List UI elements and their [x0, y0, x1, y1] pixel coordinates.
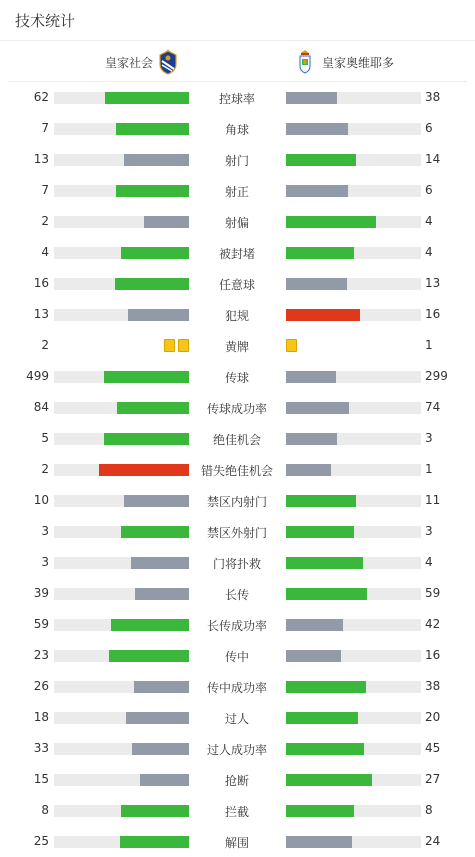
stat-row — [0, 640, 475, 671]
away-bar-track — [286, 650, 421, 662]
home-bar-fill — [117, 402, 189, 414]
stat-label: 角球 — [224, 123, 249, 137]
page-title — [0, 0, 475, 41]
home-bar-fill — [126, 712, 189, 724]
away-bar-track — [286, 681, 421, 693]
home-bar-track — [54, 278, 189, 290]
home-value: 18 — [33, 710, 49, 724]
away-bar-track — [286, 433, 421, 445]
home-value: 62 — [33, 90, 49, 104]
stat-row — [0, 516, 475, 547]
away-team[interactable] — [294, 49, 394, 75]
stat-label: 过人 — [224, 712, 249, 726]
away-bar-fill — [286, 154, 356, 166]
home-bar-track — [54, 371, 189, 383]
away-value: 3 — [425, 431, 433, 445]
home-value: 10 — [33, 493, 49, 507]
stat-row — [0, 702, 475, 733]
stat-row — [0, 547, 475, 578]
away-value: 74 — [425, 400, 441, 414]
home-team-name: 皇家社会 — [104, 55, 153, 70]
home-value: 2 — [41, 338, 49, 352]
away-value: 45 — [425, 741, 441, 755]
home-bar-track — [54, 712, 189, 724]
home-bar-track — [54, 154, 189, 166]
home-bar-track — [54, 619, 189, 631]
home-bar-fill — [104, 371, 189, 383]
away-bar-fill — [286, 805, 354, 817]
stat-row — [0, 299, 475, 330]
home-bar-fill — [131, 557, 189, 569]
stat-row — [0, 237, 475, 268]
home-bar-fill — [116, 185, 189, 197]
home-bar-track — [54, 464, 189, 476]
stat-label: 传球 — [224, 371, 249, 385]
stat-label: 控球率 — [218, 92, 255, 106]
home-value: 33 — [33, 741, 49, 755]
home-bar-track — [54, 309, 189, 321]
away-value: 11 — [425, 493, 441, 507]
away-bar-fill — [286, 588, 367, 600]
away-bar-fill — [286, 557, 363, 569]
home-value: 25 — [33, 834, 49, 848]
stat-row — [0, 826, 475, 857]
away-bar-track — [286, 743, 421, 755]
away-bar-fill — [286, 619, 343, 631]
home-value: 2 — [41, 462, 49, 476]
home-bar-track — [54, 774, 189, 786]
away-bar-fill — [286, 309, 360, 321]
away-bar-track — [286, 774, 421, 786]
home-bar-fill — [144, 216, 189, 228]
home-bar-fill — [116, 123, 189, 135]
stat-row — [0, 578, 475, 609]
yellow-card-icon — [164, 339, 175, 352]
away-value: 38 — [425, 90, 441, 104]
away-bar-track — [286, 836, 421, 848]
stat-row — [0, 361, 475, 392]
stat-row — [0, 764, 475, 795]
stat-label: 射正 — [224, 185, 249, 199]
home-bar-track — [54, 681, 189, 693]
home-bar-fill — [111, 619, 189, 631]
away-value: 16 — [425, 307, 441, 321]
stat-row — [0, 485, 475, 516]
away-bar-fill — [286, 247, 354, 259]
home-bar-fill — [105, 92, 189, 104]
away-bar-fill — [286, 278, 347, 290]
away-bar-fill — [286, 464, 331, 476]
stat-label: 黄牌 — [224, 340, 249, 354]
stat-label: 门将扑救 — [212, 557, 261, 571]
away-bar-fill — [286, 371, 336, 383]
home-value: 499 — [26, 369, 49, 383]
home-bar-fill — [135, 588, 189, 600]
away-bar-track — [286, 216, 421, 228]
home-value: 7 — [41, 121, 49, 135]
home-bar-track — [54, 185, 189, 197]
away-bar-fill — [286, 402, 349, 414]
home-bar-track — [54, 92, 189, 104]
stat-label: 传中 — [224, 650, 249, 664]
away-value: 38 — [425, 679, 441, 693]
stat-row — [0, 330, 475, 361]
yellow-card-icon — [286, 339, 297, 352]
home-bar-track — [54, 123, 189, 135]
away-bar-track — [286, 588, 421, 600]
away-bar-fill — [286, 92, 337, 104]
home-value: 5 — [41, 431, 49, 445]
stat-row — [0, 206, 475, 237]
home-value: 16 — [33, 276, 49, 290]
stat-label: 传球成功率 — [206, 402, 267, 416]
stat-label: 禁区外射门 — [206, 526, 267, 540]
home-value: 8 — [41, 803, 49, 817]
home-value: 7 — [41, 183, 49, 197]
stat-label: 解围 — [224, 836, 249, 850]
away-value: 59 — [425, 586, 441, 600]
away-bar-track — [286, 464, 421, 476]
away-bar-track — [286, 402, 421, 414]
home-value: 2 — [41, 214, 49, 228]
away-bar-track — [286, 247, 421, 259]
stat-label: 拦截 — [224, 805, 249, 819]
yellow-card-icon — [178, 339, 189, 352]
home-value: 26 — [33, 679, 49, 693]
home-bar-fill — [121, 526, 189, 538]
away-bar-fill — [286, 650, 341, 662]
away-bar-track — [286, 92, 421, 104]
stat-label: 长传 — [224, 588, 249, 602]
stat-row — [0, 82, 475, 113]
home-bar-fill — [128, 309, 189, 321]
home-value: 3 — [41, 555, 49, 569]
away-value: 20 — [425, 710, 441, 724]
stat-label: 犯规 — [224, 309, 249, 323]
away-value: 14 — [425, 152, 441, 166]
away-value: 8 — [425, 803, 433, 817]
away-bar-track — [286, 557, 421, 569]
away-value: 4 — [425, 245, 433, 259]
home-bar-fill — [134, 681, 189, 693]
away-bar-fill — [286, 433, 337, 445]
stat-row — [0, 454, 475, 485]
stat-row — [0, 144, 475, 175]
home-value: 4 — [41, 245, 49, 259]
away-team-crest-icon — [294, 49, 316, 75]
home-bar-track — [54, 836, 189, 848]
stat-label: 长传成功率 — [206, 619, 267, 633]
away-bar-track — [286, 805, 421, 817]
stat-row — [0, 113, 475, 144]
stat-row — [0, 175, 475, 206]
away-bar-track — [286, 123, 421, 135]
stat-row — [0, 392, 475, 423]
away-bar-fill — [286, 743, 364, 755]
away-team-name: 皇家奥维耶多 — [322, 55, 395, 70]
home-bar-track — [54, 805, 189, 817]
home-value: 15 — [33, 772, 49, 786]
home-bar-fill — [104, 433, 189, 445]
home-bar-track — [54, 743, 189, 755]
away-bar-track — [286, 154, 421, 166]
stats-list — [0, 82, 475, 857]
stat-row — [0, 733, 475, 764]
home-bar-track — [54, 526, 189, 538]
away-bar-track — [286, 712, 421, 724]
away-bar-fill — [286, 526, 354, 538]
home-bar-track — [54, 650, 189, 662]
stat-row — [0, 795, 475, 826]
away-bar-fill — [286, 216, 376, 228]
away-bar-fill — [286, 185, 348, 197]
stat-label: 射偏 — [224, 216, 249, 230]
home-team[interactable] — [105, 49, 179, 75]
page-title-text: 技术统计 — [15, 11, 76, 30]
home-bar-track — [54, 216, 189, 228]
away-bar-track — [286, 619, 421, 631]
home-bar-track — [54, 247, 189, 259]
away-value: 1 — [425, 462, 433, 476]
away-value: 13 — [425, 276, 441, 290]
home-bar-track — [54, 402, 189, 414]
away-value: 4 — [425, 214, 433, 228]
home-value: 23 — [33, 648, 49, 662]
away-bar-fill — [286, 774, 372, 786]
away-value: 42 — [425, 617, 441, 631]
stat-label: 射门 — [224, 154, 249, 168]
away-value: 299 — [425, 369, 448, 383]
away-bar-track — [286, 185, 421, 197]
home-yellow-cards — [164, 339, 189, 352]
stat-label: 被封堵 — [218, 247, 255, 261]
stat-row — [0, 423, 475, 454]
away-bar-fill — [286, 681, 366, 693]
home-bar-fill — [132, 743, 189, 755]
home-bar-fill — [115, 278, 189, 290]
teams-header — [8, 41, 467, 82]
home-bar-track — [54, 588, 189, 600]
stat-label: 传中成功率 — [206, 681, 267, 695]
stat-row — [0, 671, 475, 702]
stat-label: 过人成功率 — [206, 743, 267, 757]
home-bar-track — [54, 557, 189, 569]
away-value: 6 — [425, 121, 433, 135]
away-value: 4 — [425, 555, 433, 569]
away-value: 3 — [425, 524, 433, 538]
stat-label: 绝佳机会 — [212, 433, 261, 447]
home-bar-track — [54, 495, 189, 507]
home-value: 3 — [41, 524, 49, 538]
stat-label: 禁区内射门 — [206, 495, 267, 509]
home-bar-fill — [121, 247, 189, 259]
stat-row — [0, 268, 475, 299]
home-bar-track — [54, 433, 189, 445]
stat-label: 错失绝佳机会 — [200, 464, 273, 478]
home-team-crest-icon — [157, 49, 179, 75]
away-bar-track — [286, 495, 421, 507]
away-value: 1 — [425, 338, 433, 352]
home-bar-fill — [124, 154, 189, 166]
away-yellow-cards — [286, 339, 297, 352]
away-value: 27 — [425, 772, 441, 786]
away-bar-track — [286, 371, 421, 383]
home-value: 13 — [33, 152, 49, 166]
stat-row — [0, 609, 475, 640]
away-value: 6 — [425, 183, 433, 197]
away-bar-track — [286, 526, 421, 538]
home-bar-fill — [109, 650, 189, 662]
home-value: 39 — [33, 586, 49, 600]
home-value: 84 — [33, 400, 49, 414]
home-bar-fill — [140, 774, 189, 786]
stat-label: 抢断 — [224, 774, 249, 788]
away-value: 24 — [425, 834, 441, 848]
away-bar-fill — [286, 712, 358, 724]
away-bar-fill — [286, 495, 356, 507]
stat-label: 任意球 — [218, 278, 255, 292]
away-bar-track — [286, 309, 421, 321]
away-bar-track — [286, 278, 421, 290]
home-bar-fill — [124, 495, 189, 507]
home-value: 13 — [33, 307, 49, 321]
home-bar-fill — [99, 464, 189, 476]
away-value: 16 — [425, 648, 441, 662]
home-value: 59 — [33, 617, 49, 631]
away-bar-fill — [286, 836, 352, 848]
away-bar-fill — [286, 123, 348, 135]
home-bar-fill — [120, 836, 189, 848]
home-bar-fill — [121, 805, 189, 817]
